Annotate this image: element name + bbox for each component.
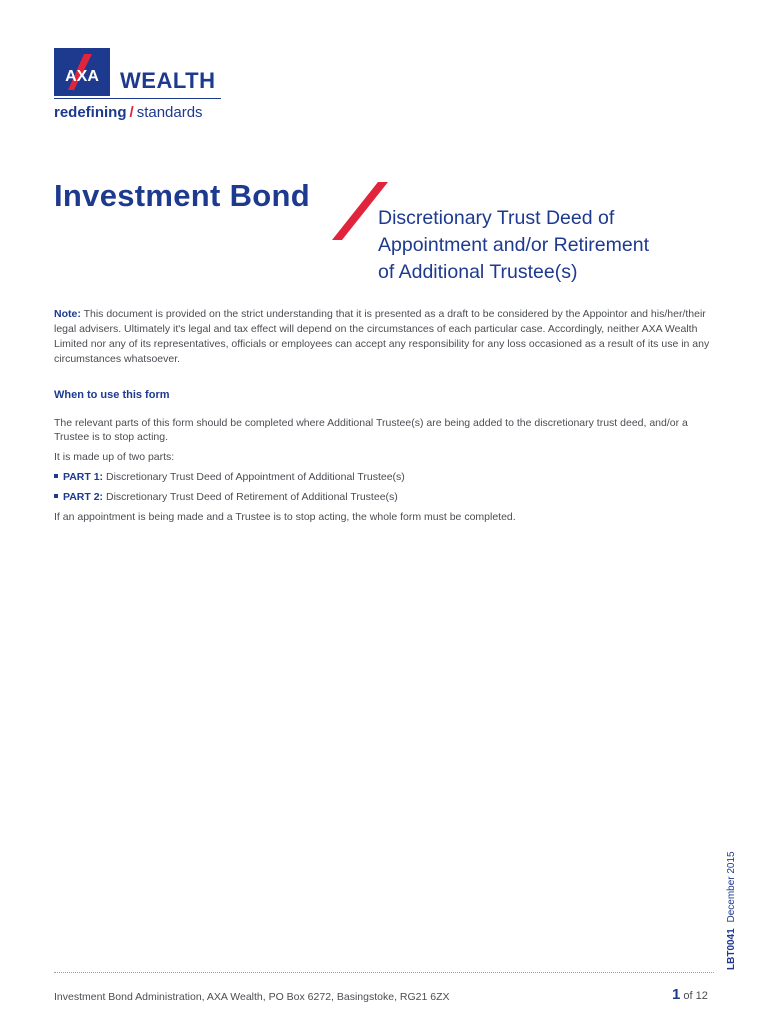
note-text: This document is provided on the strict understanding that it is presented as a draft to be considered by the Appointor and his/her/their legal advisers. Ultimately it's legal and tax effect will depend on the circumstances of each particular case. Accordingly, neither AXA Wealth Limited nor any of its representatives, officials or employees can accept any responsibility for any loss occasioned as a result of its use in any circumstances whatsoever.	[54, 308, 710, 365]
part-1-text: Discretionary Trust Deed of Appointment of Additional Trustee(s)	[105, 471, 405, 483]
reference-code: LBT0041	[726, 928, 737, 970]
logo-wealth-text: WEALTH	[120, 68, 216, 93]
completion-instruction: If an appointment is being made and a Trustee is to stop acting, the whole form must be completed.	[54, 511, 516, 523]
page-number	[672, 986, 708, 1003]
disclaimer-note	[54, 307, 719, 367]
subtitle-line-2: Appointment and/or Retirement	[378, 234, 649, 256]
tagline-slash: /	[129, 104, 134, 121]
reference-date: December 2015	[726, 851, 737, 923]
list-item-part-2	[54, 490, 398, 504]
axa-logo-mark	[54, 48, 110, 96]
axa-logo-text: AXA	[65, 68, 99, 85]
two-parts-intro: It is made up of two parts:	[54, 451, 175, 463]
bullet-icon	[54, 474, 58, 478]
note-label: Note:	[54, 308, 81, 320]
part-1-label: PART 1:	[63, 471, 104, 483]
footer-divider	[54, 972, 714, 973]
page-current: 1	[672, 986, 681, 1003]
logo-divider	[54, 98, 221, 99]
subtitle-line-1: Discretionary Trust Deed of	[378, 207, 615, 229]
logo-tagline	[54, 104, 203, 121]
document-reference	[726, 851, 737, 970]
document-subtitle	[378, 205, 738, 286]
tagline-redefining: redefining	[54, 104, 127, 121]
bullet-icon	[54, 494, 58, 498]
axa-wealth-logo	[54, 48, 224, 123]
page-total: of 12	[683, 990, 708, 1002]
list-item-part-1	[54, 470, 405, 484]
subtitle-line-3: of Additional Trustee(s)	[378, 261, 578, 283]
footer-address: Investment Bond Administration, AXA Wealth, PO Box 6272, Basingstoke, RG21 6ZX	[54, 991, 450, 1003]
part-2-text: Discretionary Trust Deed of Retirement of Additional Trustee(s)	[105, 491, 398, 503]
part-2-label: PART 2:	[63, 491, 104, 503]
tagline-standards: standards	[136, 104, 203, 121]
when-to-use-heading: When to use this form	[54, 389, 170, 401]
when-to-use-paragraph: The relevant parts of this form should be completed where Additional Trustee(s) are being added to the discretionary trust deed, and/or a Trustee is to stop acting.	[54, 417, 688, 443]
document-title: Investment Bond	[54, 178, 310, 213]
